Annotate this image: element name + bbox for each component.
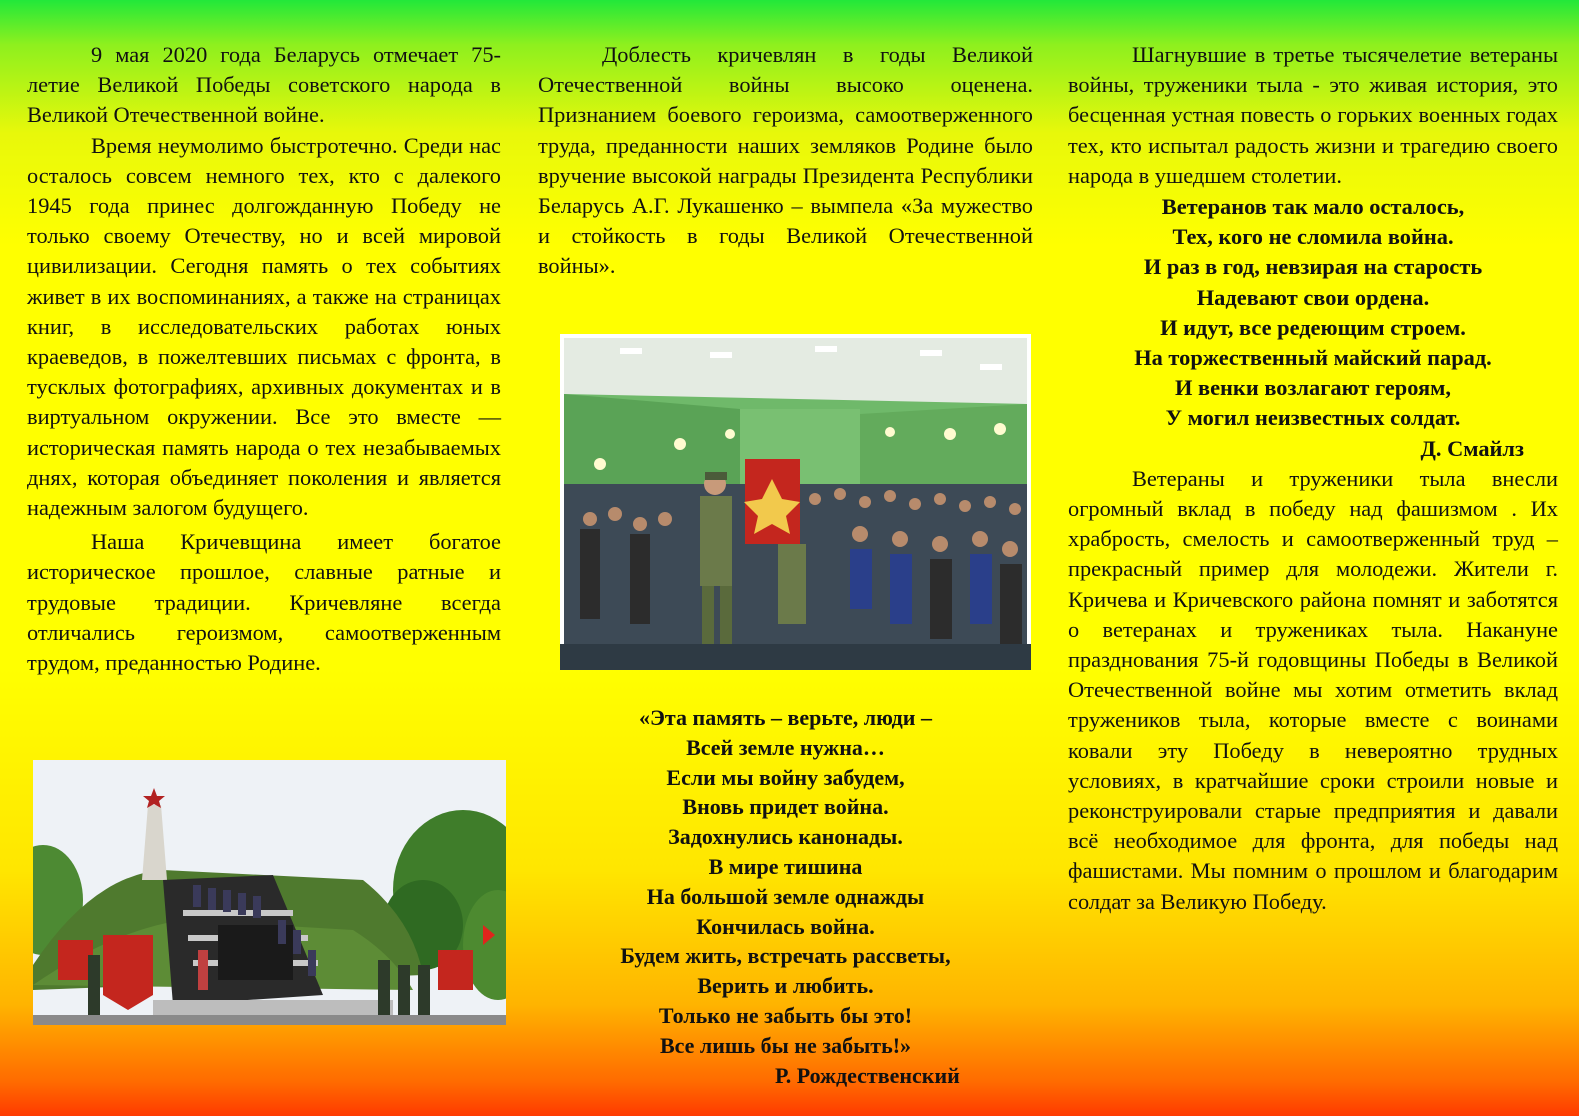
poem-line: Все лишь бы не забыть!»	[659, 1032, 912, 1058]
poem-line: У могил неизвестных солдат.	[1165, 405, 1461, 431]
poem-line: Задохнулись канонады.	[668, 824, 903, 850]
poem-line: В мире тишина	[708, 853, 863, 879]
poem-line: «Эта память – верьте, люди –	[639, 705, 932, 730]
memory-paragraph: Время неумолимо быстротечно. Среди нас осталось совсем немного тех, кто с далекого 1945 года принес долгожданную Победу не только своему Отечеству, но и всей мировой цивилизации. Сегодня память о тех событиях живет в их воспоминаниях, а также на страницах книг, в исследовательских работах юных краеведов, в пожелтевших письмах с фронта, в тусклых фотографиях, архивных документах и в виртуальном окружении. Все это вместе — историческая память народа о тех незабываемых днях, которая объединяет поколения и является надежным залогом будущего.	[27, 132, 501, 521]
poem-line: Надевают свои ордена.	[1196, 284, 1430, 310]
column-middle	[538, 40, 1033, 282]
poem-line: И идут, все редеющим строем.	[1160, 314, 1466, 340]
poem-line: Ветеранов так мало осталось,	[1161, 194, 1465, 220]
poem-line: Если мы войну забудем,	[666, 764, 905, 790]
krichev-history-paragraph: Наша Кричевщина имеет богатое историческое прошлое, славные ратные и трудовые традиции. Кричевляне всегда отличались героизмом, самоотверженным трудом, преданностью Родине.	[27, 529, 501, 676]
poem-line: На торжественный майский парад.	[1134, 345, 1492, 371]
poem-line: И раз в год, невзирая на старость	[1143, 254, 1483, 280]
poem-line: И венки возлагают героям,	[1174, 375, 1451, 401]
poem-line: Будем жить, встречать рассветы,	[620, 943, 951, 969]
intro-paragraph: 9 мая 2020 года Беларусь отмечает 75-летие Великой Победы советского народа в Великой Отечественной войне.	[27, 42, 501, 128]
poem-rozhdestvensky	[538, 703, 1033, 1061]
poem-line: Кончилась война.	[696, 913, 875, 939]
valor-paragraph: Доблесть кричевлян в годы Великой Отечественной войны высоко оценена. Признанием боевого героизма, самоотверженного труда, преданности наших земляков Родине было вручение высокой награды Президента Республики Беларусь А.Г. Лукашенко – вымпела «За мужество и стойкость в годы Великой Отечественной войны».	[538, 42, 1033, 279]
veterans-contribution-paragraph: Ветераны и труженики тыла внесли огромный вклад в победу над фашизмом . Их храбрость, смелость и самоотверженный труд – прекрасный пример для молодежи. Жители г. Кричева и Кричевского района помнят и заботятся о ветеранах и тружениках тыла. Накануне празднования 75-й годовщины Победы в Великой Отечественной войне мы хотим отметить вклад тружеников тыла, которые вместе с воинами ковали эту Победу в невероятно трудных условиях, в кратчайшие сроки строили новые и реконструировали старые предприятия и давали всё необходимое для фронта, для победы над фашистами. Мы помним о прошлом и благодарим солдат за Великую Победу.	[1068, 465, 1558, 914]
poem-line: Верить и любить.	[697, 973, 874, 999]
poem-author-smailz: Д. Смайлз	[1420, 435, 1524, 461]
memorial-ceremony-photo	[33, 760, 506, 1025]
poem-line: Только не забыть бы это!	[658, 1002, 913, 1028]
poem-line: Тех, кого не сломила война.	[1172, 224, 1454, 250]
poem-line: Вновь придет война.	[682, 794, 889, 820]
poem-author-rozhdestvensky: Р. Рождественский	[775, 1063, 960, 1088]
living-history-paragraph: Шагнувшие в третье тысячелетие ветераны войны, труженики тыла - это живая история, это бесценная устная повесть о горьких военных годах тех, кто испытал радость жизни и трагедию своего народа в ушедшем столетии.	[1068, 42, 1558, 188]
column-left	[27, 40, 501, 678]
poem-line: Всей земле нужна…	[686, 734, 885, 760]
poem-smailz	[1068, 192, 1558, 434]
assembly-hall-photo	[560, 334, 1031, 670]
column-right	[1068, 40, 1558, 917]
poem-line: На большой земле однажды	[646, 883, 925, 909]
